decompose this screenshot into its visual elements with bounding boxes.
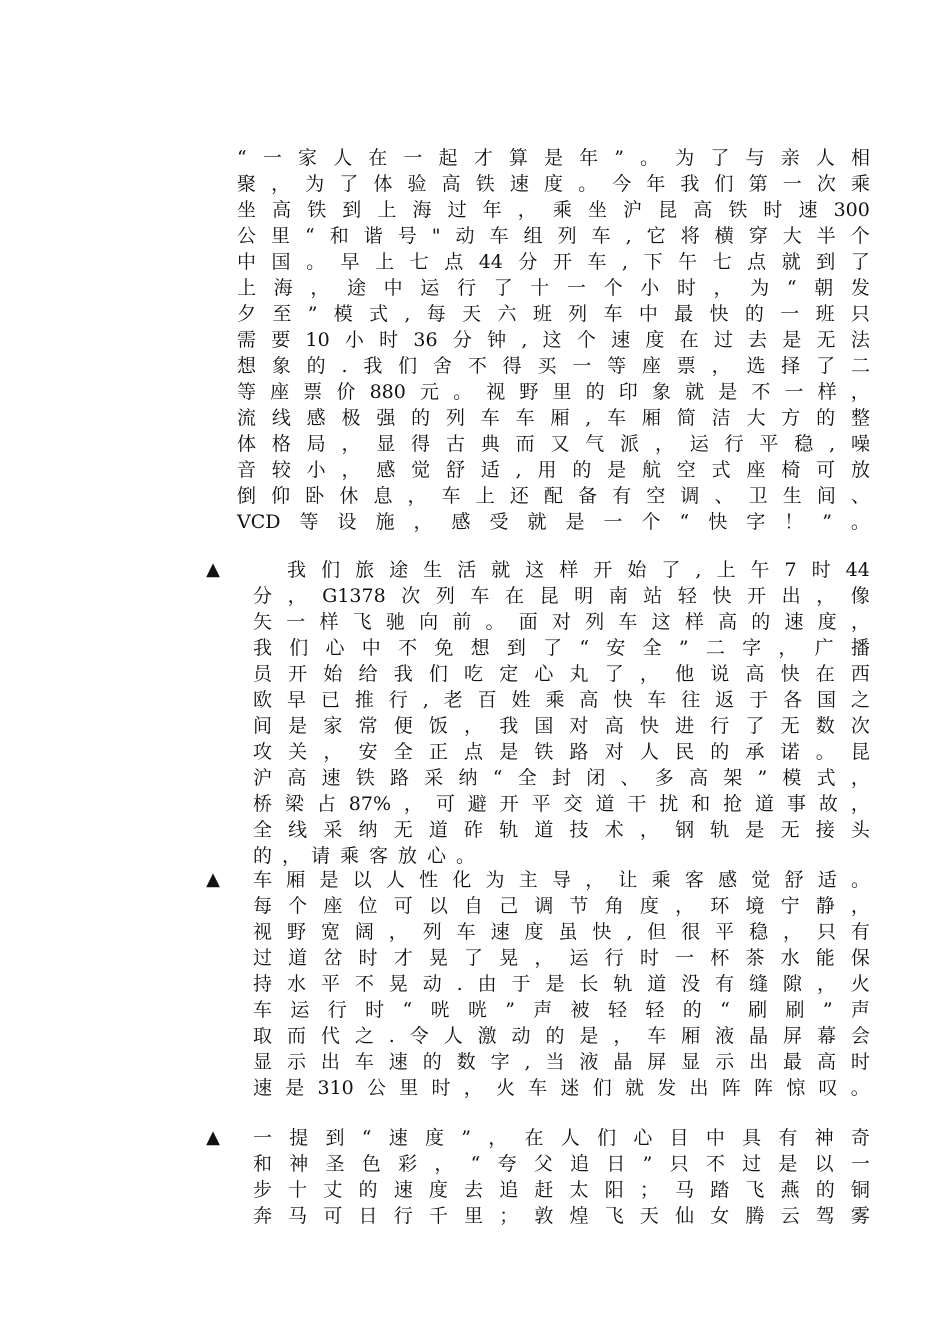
text-line: 奔 马 可 日 行 千 里 ； 敦 煌 飞 天 仙 女 腾 云 驾 雾 [253, 1205, 870, 1227]
text-line: 倒 仰 卧 休 息 ， 车 上 还 配 备 有 空 调 、 卫 生 间 、 [237, 485, 870, 507]
text-line: 员 开 始 给 我 们 吃 定 心 丸 了 ， 他 说 高 快 在 西 [253, 663, 870, 685]
triangle-bullet-icon: ▲ [206, 869, 220, 890]
text-line: 每 个 座 位 可 以 自 己 调 节 角 度 ， 环 境 宁 静 ， [253, 895, 870, 917]
triangle-bullet-icon: ▲ [206, 1127, 220, 1148]
text-line: 等 座 票 价 880 元 。 视 野 里 的 印 象 就 是 不 一 样 ， [237, 381, 870, 403]
text-line: 沪 高 速 铁 路 采 纳 “ 全 封 闭 、 多 高 架 ” 模 式 ， [253, 767, 870, 789]
text-line: 全 线 采 纳 无 道 砟 轨 道 技 术 ， 钢 轨 是 无 接 头 [253, 819, 870, 841]
text-line: 车 运 行 时 “ 咣 咣 ” 声 被 轻 轻 的 “ 刷 刷 ” 声 [253, 999, 870, 1021]
text-line: 中 国 。 早 上 七 点 44 分 开 车 , 下 午 七 点 就 到 了 [237, 251, 870, 273]
text-line: 体 格 局 ， 显 得 古 典 而 又 气 派 ， 运 行 平 稳 , 噪 [237, 433, 870, 455]
text-line: 一 提 到 “ 速 度 ” ， 在 人 们 心 目 中 具 有 神 奇 [253, 1127, 870, 1149]
text-line: 的，请乘客放心。 [253, 845, 486, 867]
text-line: 聚 ， 为 了 体 验 高 铁 速 度 。 今 年 我 们 第 一 次 乘 [237, 173, 870, 195]
text-line: 攻 关 ， 安 全 正 点 是 铁 路 对 人 民 的 承 诺 。 昆 [253, 741, 870, 763]
text-line: 和 神 圣 色 彩 ， “ 夸 父 追 日 ” 只 不 过 是 以 一 [253, 1153, 870, 1175]
text-line: 显 示 出 车 速 的 数 字 , 当 液 晶 屏 显 示 出 最 高 时 [253, 1051, 870, 1073]
text-line: 持 水 平 不 晃 动 . 由 于 是 长 轨 道 没 有 缝 隙 ， 火 [253, 973, 870, 995]
text-line: 上 海 ， 途 中 运 行 了 十 一 个 小 时 ， 为 “ 朝 发 [237, 277, 870, 299]
text-line: 桥 梁 占 87% ， 可 避 开 平 交 道 干 扰 和 抢 道 事 故 ， [253, 793, 870, 815]
text-line: 矢 一 样 飞 驰 向 前 。 面 对 列 车 这 样 高 的 速 度 ， [253, 611, 870, 633]
text-line: 流 线 感 极 强 的 列 车 车 厢 , 车 厢 简 洁 大 方 的 整 [237, 407, 870, 429]
text-line: 分 ， G1378 次 列 车 在 昆 明 南 站 轻 快 开 出 ， 像 [253, 585, 870, 607]
text-line: 车 厢 是 以 人 性 化 为 主 导 ， 让 乘 客 感 觉 舒 适 。 [253, 869, 870, 891]
text-line: 取 而 代 之 . 令 人 激 动 的 是 ， 车 厢 液 晶 屏 幕 会 [253, 1025, 870, 1047]
text-line: 坐 高 铁 到 上 海 过 年 ， 乘 坐 沪 昆 高 铁 时 速 300 [237, 199, 870, 221]
text-line: 过 道 岔 时 才 晃 了 晃 ， 运 行 时 一 杯 茶 水 能 保 [253, 947, 870, 969]
triangle-bullet-icon: ▲ [206, 559, 220, 580]
text-line: 步 十 丈 的 速 度 去 追 赶 太 阳 ； 马 踏 飞 燕 的 铜 [253, 1179, 870, 1201]
text-line: 速 是 310 公 里 时 ， 火 车 迷 们 就 发 出 阵 阵 惊 叹 。 [253, 1077, 870, 1099]
text-line: 音 较 小 ， 感 觉 舒 适 , 用 的 是 航 空 式 座 椅 可 放 [237, 459, 870, 481]
text-line: 需 要 10 小 时 36 分 钟 , 这 个 速 度 在 过 去 是 无 法 [237, 329, 870, 351]
text-line: 欧 早 已 推 行 , 老 百 姓 乘 高 快 车 往 返 于 各 国 之 [253, 689, 870, 711]
text-line: VCD 等 设 施 ， 感 受 就 是 一 个 “ 快 字 ！ ” 。 [237, 511, 870, 533]
text-line: 间 是 家 常 便 饭 ， 我 国 对 高 快 进 行 了 无 数 次 [253, 715, 870, 737]
text-line: 想 象 的 . 我 们 舍 不 得 买 一 等 座 票 ， 选 择 了 二 [237, 355, 870, 377]
text-line: “ 一 家 人 在 一 起 才 算 是 年 ” 。 为 了 与 亲 人 相 [237, 147, 870, 169]
text-line: 我 们 心 中 不 免 想 到 了 “ 安 全 ” 二 字 ， 广 播 [253, 637, 870, 659]
text-line: 视 野 宽 阔 ， 列 车 速 度 虽 快 , 但 很 平 稳 ， 只 有 [253, 921, 870, 943]
text-line: 公 里 “ 和 谐 号 " 动 车 组 列 车 , 它 将 横 穿 大 半 个 [237, 225, 870, 247]
text-line: 我 们 旅 途 生 活 就 这 样 开 始 了 , 上 午 7 时 44 [287, 559, 870, 581]
text-line: 夕 至 ” 模 式 , 每 天 六 班 列 车 中 最 快 的 一 班 只 [237, 303, 870, 325]
